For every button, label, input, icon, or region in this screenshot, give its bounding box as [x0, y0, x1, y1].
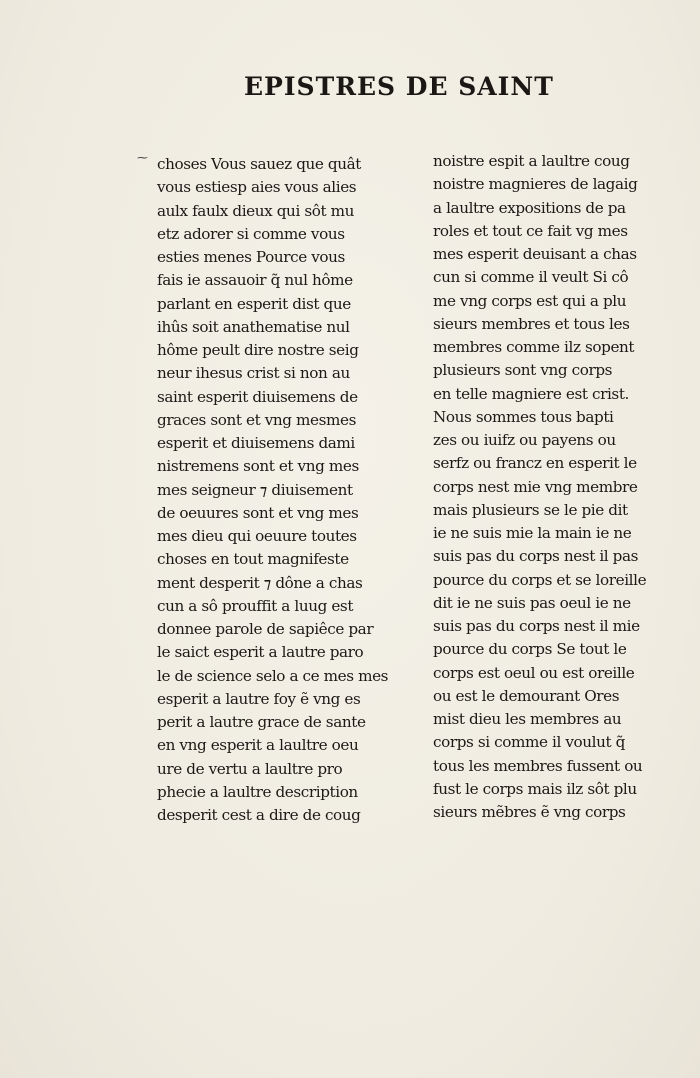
- right-text-column: [433, 150, 646, 824]
- text-line: esperit et diuisemens dami: [157, 434, 355, 452]
- text-line: noistre magnieres de lagaig: [433, 175, 638, 194]
- text-line: plusieurs sont vng corps: [433, 361, 613, 380]
- text-line: saint esperit diuisemens de: [157, 387, 358, 406]
- text-line: le de science selo a ce mes mes: [157, 666, 389, 685]
- text-line: pource du corps et se loreille: [433, 570, 647, 589]
- text-line: aulx faulx dieux qui sôt mu: [157, 201, 354, 220]
- text-line: me vng corps est qui a plu: [433, 291, 627, 310]
- text-line: tous les membres fussent ou: [433, 756, 643, 775]
- text-line: fust le corps mais ilz sôt plu: [433, 779, 637, 798]
- text-line: sieurs mẽbres ẽ vng corps: [433, 803, 626, 821]
- text-line: desperit cest a dire de coug: [157, 806, 361, 824]
- margin-mark: ⁓: [137, 151, 148, 164]
- text-line: suis pas du corps nest il mie: [433, 617, 640, 635]
- text-line: choses Vous sauez que quât: [157, 155, 361, 173]
- text-line: ihûs soit anathematise nul: [157, 317, 350, 336]
- text-line: dit ie ne suis pas oeul ie ne: [433, 593, 631, 612]
- text-line: zes ou iuifz ou payens ou: [433, 431, 616, 449]
- text-line: vous estiesp aies vous alies: [157, 178, 357, 197]
- text-line: sieurs membres et tous les: [433, 314, 630, 333]
- text-line: de oeuures sont et vng mes: [157, 503, 359, 522]
- text-line: serfz ou francz en esperit le: [433, 454, 637, 473]
- text-line: hôme peult dire nostre seig: [157, 341, 359, 359]
- text-line: esperit a lautre foy ẽ vng es: [157, 689, 361, 708]
- text-line: a laultre expositions de pa: [433, 198, 626, 217]
- text-line: ure de vertu a laultre pro: [157, 759, 343, 778]
- text-line: pource du corps Se tout le: [433, 640, 627, 659]
- text-line: phecie a laultre description: [157, 782, 358, 801]
- text-line: corps nest mie vng membre: [433, 477, 638, 496]
- text-line: mes esperit deuisant a chas: [433, 245, 637, 263]
- text-line: parlant en esperit dist que: [157, 294, 351, 313]
- text-line: ie ne suis mie la main ie ne: [433, 524, 632, 542]
- text-line: roles et tout ce fait vg mes: [433, 221, 628, 240]
- text-line: cun si comme il veult Si cô: [433, 268, 629, 287]
- text-line: membres comme ilz sopent: [433, 338, 635, 356]
- text-line: ment desperit ⁊ dône a chas: [157, 573, 363, 592]
- text-line: en telle magniere est crist.: [433, 384, 629, 403]
- text-line: etz adorer si comme vous: [157, 224, 345, 243]
- running-head: EPISTRES DE SAINT: [244, 72, 554, 101]
- text-line: neur ihesus crist si non au: [157, 364, 350, 383]
- text-line: mes dieu qui oeuure toutes: [157, 527, 357, 545]
- text-line: mist dieu les membres au: [433, 710, 622, 728]
- text-line: choses en tout magnifeste: [157, 550, 349, 569]
- text-line: corps si comme il voulut q̃: [433, 733, 625, 752]
- text-line: perit a lautre grace de sante: [157, 713, 366, 731]
- text-line: donnee parole de sapiêce par: [157, 620, 374, 638]
- text-line: le saict esperit a lautre paro: [157, 643, 364, 662]
- text-line: graces sont et vng mesmes: [157, 410, 356, 429]
- text-line: mais plusieurs se le pie dit: [433, 500, 628, 519]
- text-line: noistre espit a laultre coug: [433, 152, 630, 170]
- text-line: suis pas du corps nest il pas: [433, 547, 639, 566]
- text-line: nistremens sont et vng mes: [157, 457, 359, 476]
- text-line: corps est oeul ou est oreille: [433, 663, 635, 682]
- text-line: esties menes Pource vous: [157, 248, 345, 266]
- text-line: fais ie assauoir q̃ nul hôme: [157, 271, 353, 290]
- text-line: Nous sommes tous bapti: [433, 407, 614, 426]
- text-line: en vng esperit a laultre oeu: [157, 736, 359, 755]
- text-line: cun a sô prouffit a luug est: [157, 596, 354, 615]
- left-text-column: [157, 153, 388, 827]
- text-line: mes seigneur ⁊ diuisement: [157, 480, 353, 499]
- text-line: ou est le demourant Ores: [433, 686, 620, 705]
